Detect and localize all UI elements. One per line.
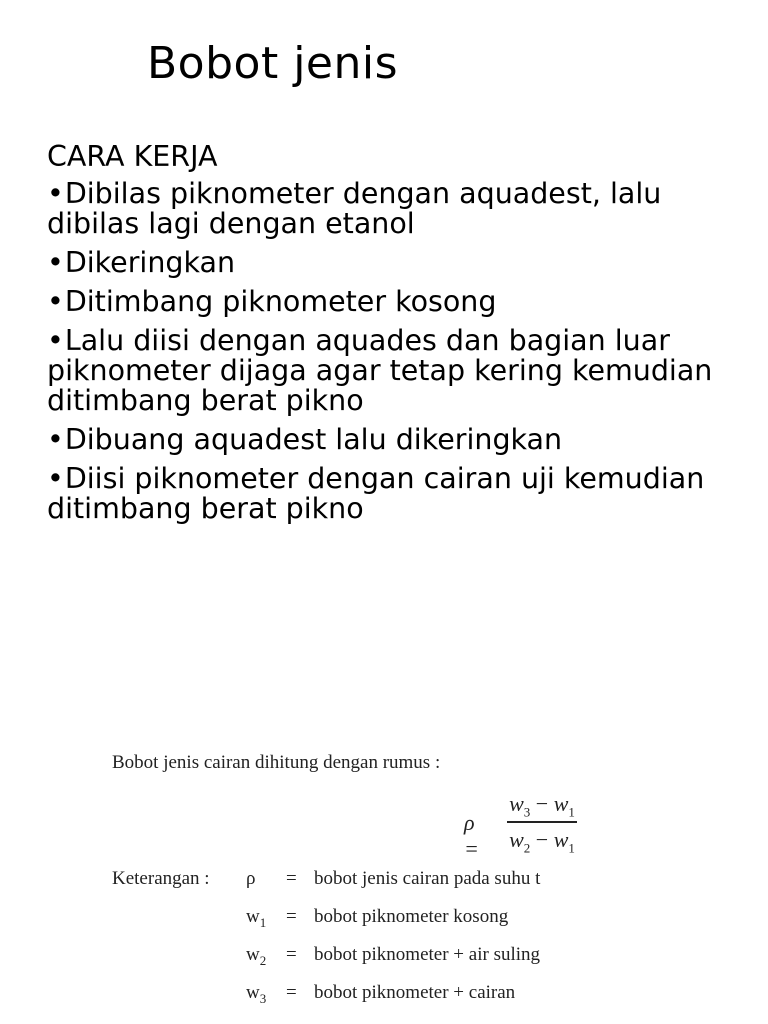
bullet-icon: • bbox=[47, 246, 64, 279]
bullet-icon: • bbox=[47, 177, 64, 210]
step-text: Dibuang aquadest lalu dikeringkan bbox=[64, 423, 563, 456]
step-text: Lalu diisi dengan aquades dan bagian luar piknometer dijaga agar tetap kering kemudian ditimbang berat pikno bbox=[47, 324, 713, 417]
procedure-step bbox=[47, 287, 759, 317]
definition-row bbox=[112, 868, 632, 894]
step-text: Diisi piknometer dengan cairan uji kemudian ditimbang berat pikno bbox=[47, 462, 705, 525]
equation-fraction bbox=[507, 790, 577, 854]
fraction-bar bbox=[507, 821, 577, 823]
definition-equals: = bbox=[286, 944, 297, 965]
definition-text: bobot piknometer kosong bbox=[314, 906, 509, 927]
bullet-icon: • bbox=[47, 462, 64, 495]
formula-intro: Bobot jenis cairan dihitung dengan rumus : bbox=[112, 752, 441, 773]
procedure-step bbox=[47, 425, 759, 455]
step-text: Ditimbang piknometer kosong bbox=[64, 285, 497, 318]
section-heading: CARA KERJA bbox=[47, 140, 218, 173]
definition-symbol: $w_1$ bbox=[246, 906, 267, 930]
equation-lhs: ρ = bbox=[464, 810, 479, 861]
step-text: Dibilas piknometer dengan aquadest, lalu dibilas lagi dengan etanol bbox=[47, 177, 662, 240]
definition-symbol: $w_3$ bbox=[246, 982, 267, 1006]
procedure-step bbox=[47, 248, 759, 278]
definition-text: bobot jenis cairan pada suhu t bbox=[314, 868, 541, 889]
definition-symbol: ρ bbox=[246, 868, 256, 889]
definition-text: bobot piknometer + cairan bbox=[314, 982, 516, 1003]
procedure-section bbox=[47, 142, 759, 533]
bullet-icon: • bbox=[47, 324, 64, 357]
definition-equals: = bbox=[286, 982, 297, 1003]
definition-row bbox=[112, 982, 632, 1008]
definition-row bbox=[112, 906, 632, 932]
procedure-step bbox=[47, 179, 759, 239]
bullet-icon: • bbox=[47, 423, 64, 456]
keterangan-label: Keterangan : bbox=[112, 868, 210, 889]
formula-figure bbox=[112, 748, 632, 1018]
definition-equals: = bbox=[286, 906, 297, 927]
bullet-icon: • bbox=[47, 285, 64, 318]
procedure-step bbox=[47, 326, 759, 416]
equation-denominator: $w_2 - w_1$ bbox=[509, 826, 575, 855]
definition-text: bobot piknometer + air suling bbox=[314, 944, 541, 965]
procedure-steps-list bbox=[47, 179, 759, 524]
slide-title: Bobot jenis bbox=[147, 38, 399, 89]
procedure-step bbox=[47, 464, 759, 524]
definition-equals: = bbox=[286, 868, 297, 889]
step-text: Dikeringkan bbox=[64, 246, 236, 279]
definition-symbol: $w_2$ bbox=[246, 944, 267, 968]
equation-numerator: $w_3 - w_1$ bbox=[509, 791, 575, 820]
definition-row bbox=[112, 944, 632, 970]
